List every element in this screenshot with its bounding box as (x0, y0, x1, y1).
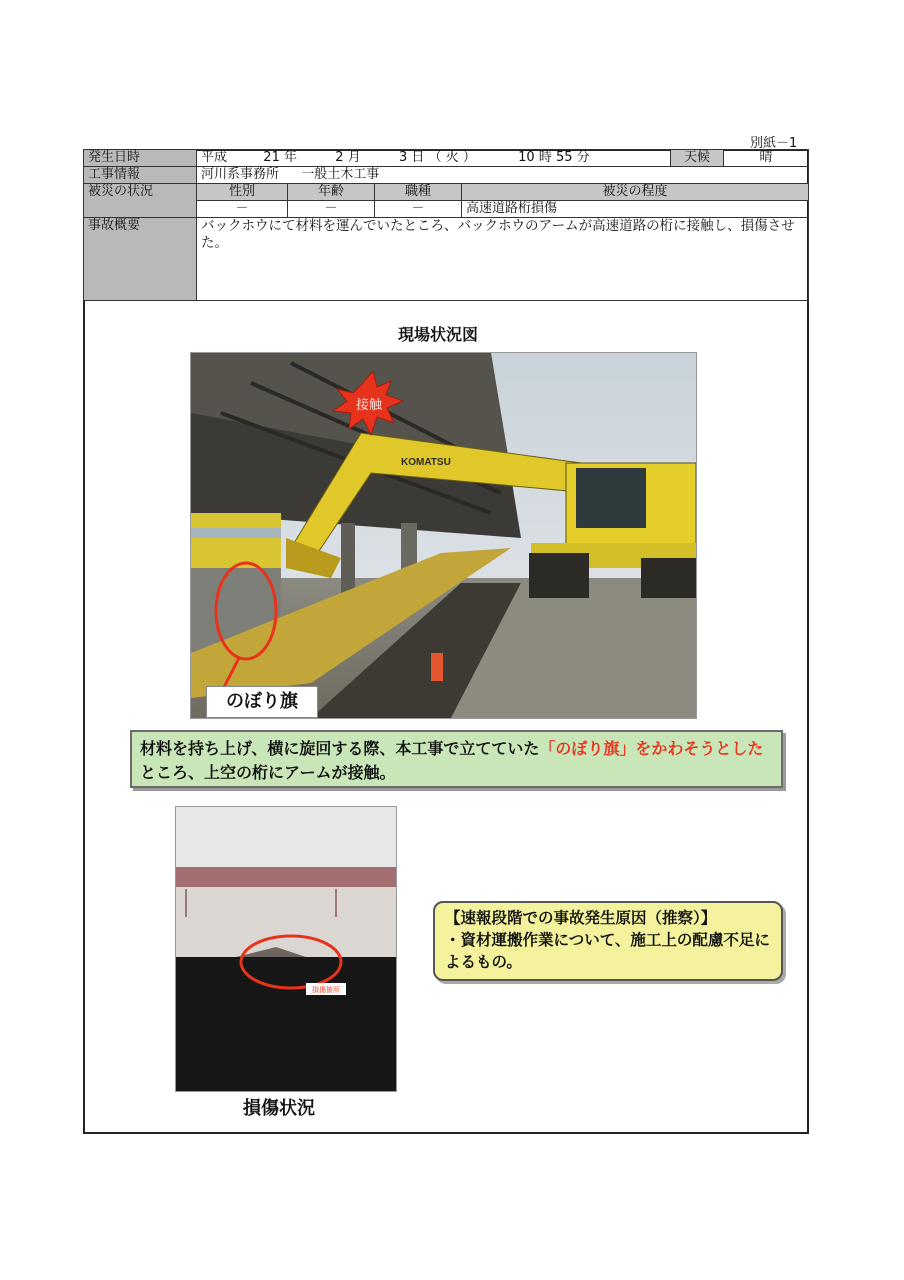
year-unit: 年 (283, 150, 297, 165)
callout-text-red: 「のぼり旗」をかわそうとした (539, 739, 764, 758)
info-table (83, 149, 809, 301)
document-code: 別紙－1 (750, 136, 798, 151)
disaster-label: 被災の状況 (84, 184, 197, 218)
val-gender: － (197, 201, 288, 218)
col-extent: 被災の程度 (462, 184, 809, 201)
minute-unit: 分 (576, 150, 590, 165)
cause-callout (433, 901, 783, 981)
nobori-label: のぼり旗 (206, 686, 318, 718)
hour-num: 10 (518, 150, 535, 165)
col-age: 年齢 (288, 184, 375, 201)
summary-text: バックホウにて材料を運んでいたところ、バックホウのアームが高速道路の桁に接触し、損傷させた。 (197, 218, 809, 301)
day-unit: 日 (411, 150, 425, 165)
table-row (84, 218, 809, 301)
cause-body: ・資材運搬作業について、施工上の配慮不足によるもの。 (445, 931, 770, 971)
minute-num: 55 (555, 150, 573, 165)
cause-title: 【速報段階での事故発生原因（推察）】 (445, 909, 717, 927)
callout-text-2: ところ、上空の桁にアームが接触。 (140, 763, 396, 782)
col-job: 職種 (375, 184, 462, 201)
site-title: 現場状況図 (398, 325, 479, 344)
work-type: 一般土木工事 (301, 167, 380, 182)
contact-label: 接触 (355, 398, 383, 413)
damage-tag: 損傷箇所 (312, 986, 340, 994)
occurrence-label: 発生日時 (84, 150, 197, 167)
site-photo-illustration (191, 353, 696, 718)
summary-label: 事故概要 (84, 218, 197, 301)
weather-label: 天候 (671, 150, 724, 167)
brand-text: KOMATSU (401, 457, 451, 468)
work-info-label: 工事情報 (84, 167, 197, 184)
month-num: 2 (335, 150, 344, 165)
val-extent: 高速道路桁損傷 (462, 201, 809, 218)
val-age: － (288, 201, 375, 218)
work-info-value (197, 167, 809, 184)
table-row (84, 150, 809, 167)
callout-text-1: 材料を持ち上げ、横に旋回する際、本工事で立てていた (140, 739, 540, 758)
site-photo (190, 352, 697, 719)
year-num: 21 (263, 150, 280, 165)
situation-callout (130, 730, 783, 788)
table-row (84, 184, 809, 201)
damage-photo (175, 806, 397, 1092)
weekday: （ 火 ） (428, 150, 476, 165)
office-name: 河川系事務所 (201, 167, 280, 182)
month-unit: 月 (347, 150, 361, 165)
damage-title: 損傷状況 (243, 1098, 315, 1119)
val-job: － (375, 201, 462, 218)
day-num: 3 (399, 150, 408, 165)
hour-unit: 時 (538, 150, 552, 165)
weather-value: 晴 (724, 150, 809, 167)
table-row (84, 167, 809, 184)
col-gender: 性別 (197, 184, 288, 201)
damage-photo-illustration (176, 807, 396, 1091)
occurrence-datetime (197, 150, 671, 167)
era: 平成 (201, 150, 228, 165)
